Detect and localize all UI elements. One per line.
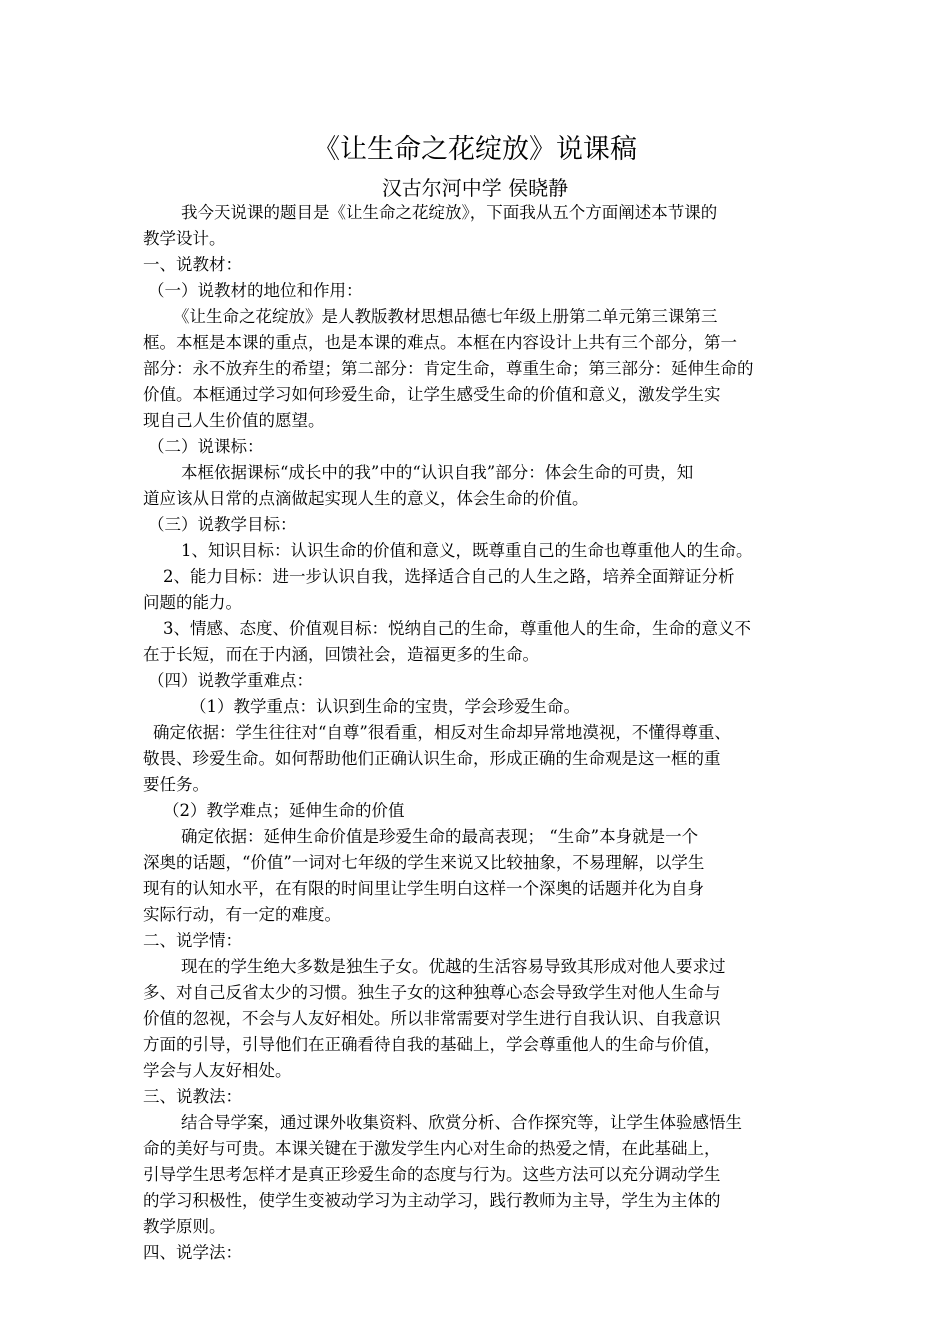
- paragraph-line: 教学设计。: [143, 229, 226, 248]
- paragraph-line: 学会与人友好相处。: [143, 1061, 292, 1080]
- paragraph-line: 命的美好与可贵。本课关键在于激发学生内心对生命的热爱之情，在此基础上，: [143, 1139, 721, 1158]
- paragraph-line: 实际行动，有一定的难度。: [143, 905, 341, 924]
- paragraph-line: 深奥的话题，“价值”一词对七年级的学生来说又比较抽象，不易理解，以学生: [143, 853, 705, 872]
- paragraph-line: 问题的能力。: [143, 593, 242, 612]
- paragraph-line: 在于长短，而在于内涵，回馈社会，造福更多的生命。: [143, 645, 539, 664]
- paragraph-line: 结合导学案，通过课外收集资料、欣赏分析、合作探究等，让学生体验感悟生: [181, 1113, 742, 1132]
- paragraph-line: 现在的学生绝大多数是独生子女。优越的生活容易导致其形成对他人要求过: [181, 957, 726, 976]
- paragraph-line: 确定依据：延伸生命价值是珍爱生命的最高表现； “生命”本身就是一个: [181, 827, 699, 846]
- paragraph-line: 要任务。: [143, 775, 209, 794]
- paragraph-line: 本框依据课标“成长中的我”中的“认识自我”部分：体会生命的可贵，知: [181, 463, 694, 482]
- document-body: [143, 200, 823, 1266]
- paragraph-line: 方面的引导，引导他们在正确看待自我的基础上，学会尊重他人的生命与价值，: [143, 1035, 721, 1054]
- section-heading: 四、说学法：: [143, 1243, 242, 1262]
- paragraph-line: 的学习积极性，使学生变被动学习为主动学习，践行教师为主导，学生为主体的: [143, 1191, 721, 1210]
- paragraph-line: 敬畏、珍爱生命。如何帮助他们正确认识生命，形成正确的生命观是这一框的重: [143, 749, 721, 768]
- paragraph-line: 引导学生思考怎样才是真正珍爱生命的态度与行为。这些方法可以充分调动学生: [143, 1165, 721, 1184]
- section-heading: 二、说学情：: [143, 931, 242, 950]
- paragraph-line: 部分：永不放弃生的希望；第二部分：肯定生命，尊重生命；第三部分：延伸生命的: [143, 359, 754, 378]
- paragraph-line: 道应该从日常的点滴做起实现人生的意义，体会生命的价值。: [143, 489, 589, 508]
- page-title: 《让生命之花绽放》说课稿: [313, 134, 637, 165]
- subsection-heading: （三）说教学目标：: [148, 515, 297, 534]
- paragraph-line: 现自己人生价值的愿望。: [143, 411, 325, 430]
- subsection-heading: （二）说课标：: [148, 437, 264, 456]
- subsection-heading: （一）说教材的地位和作用：: [148, 281, 363, 300]
- paragraph-line: 我今天说课的题目是《让生命之花绽放》，下面我从五个方面阐述本节课的: [181, 203, 718, 222]
- paragraph-line: 教学原则。: [143, 1217, 226, 1236]
- paragraph-line: 框。本框是本课的重点，也是本课的难点。本框在内容设计上共有三个部分，第一: [143, 333, 737, 352]
- paragraph-line: 现有的认知水平，在有限的时间里让学生明白这样一个深奥的话题并化为自身: [143, 879, 704, 898]
- paragraph-line: 《让生命之花绽放》是人教版教材思想品德七年级上册第二单元第三课第三: [173, 307, 718, 326]
- paragraph-line: 价值的忽视，不会与人友好相处。所以非常需要对学生进行自我认识、自我意识: [143, 1009, 721, 1028]
- section-heading: 一、说教材：: [143, 255, 242, 274]
- paragraph-line: 确定依据：学生往往对“自尊”很看重，相反对生命却异常地漠视，不懂得尊重、: [153, 723, 731, 742]
- paragraph-line: 多、对自己反省太少的习惯。独生子女的这种独尊心态会导致学生对他人生命与: [143, 983, 721, 1002]
- paragraph-line: 价值。本框通过学习如何珍爱生命，让学生感受生命的价值和意义，激发学生实: [143, 385, 721, 404]
- list-item: 3、情感、态度、价值观目标：悦纳自己的生命，尊重他人的生命，生命的意义不: [163, 619, 751, 638]
- list-item: 2、能力目标：进一步认识自我，选择适合自己的人生之路，培养全面辩证分析: [163, 567, 735, 586]
- section-heading: 三、说教法：: [143, 1087, 242, 1106]
- subsection-heading: （四）说教学重难点：: [148, 671, 313, 690]
- list-item: （2）教学难点；延伸生命的价值: [163, 801, 405, 820]
- list-item: 1、知识目标：认识生命的价值和意义，既尊重自己的生命也尊重他人的生命。: [181, 541, 753, 560]
- author-line: 汉古尔河中学 侯晓静: [381, 176, 569, 200]
- list-item: （1）教学重点：认识到生命的宝贵，学会珍爱生命。: [190, 697, 580, 716]
